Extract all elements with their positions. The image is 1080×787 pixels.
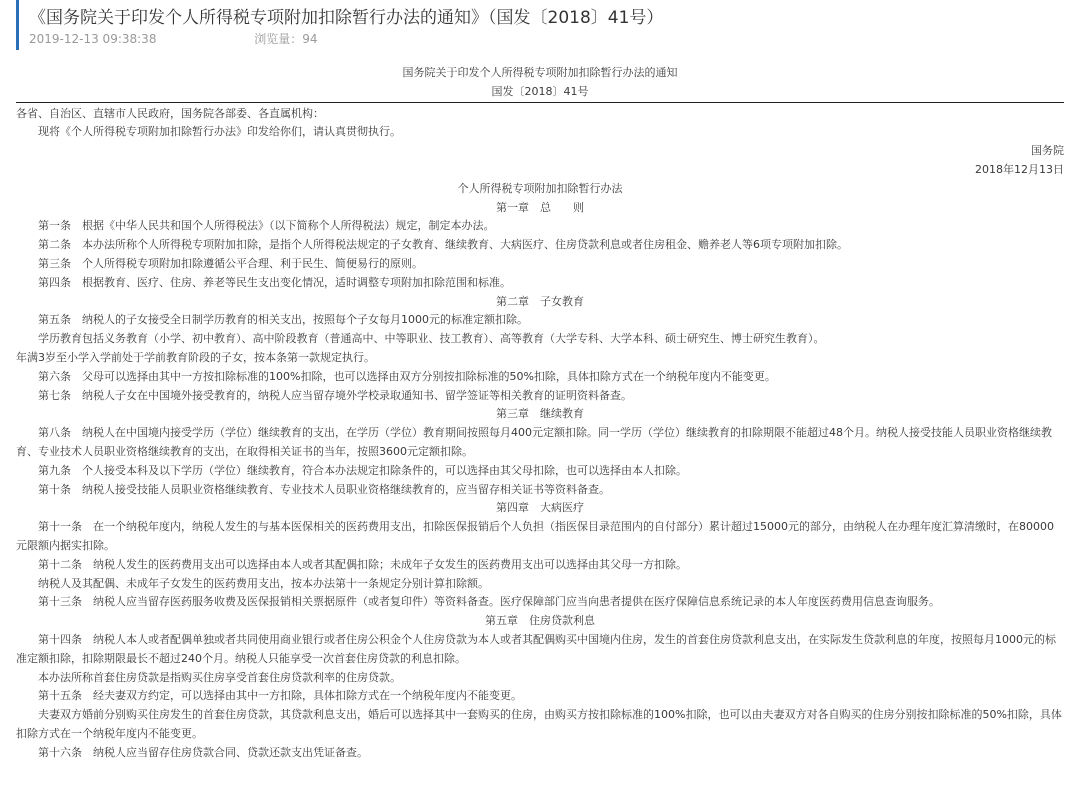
chapter-heading: 第二章 子女教育 (496, 294, 584, 308)
article-paragraph: 本办法所称首套住房贷款是指购买住房享受首套住房贷款利率的住房贷款。 (38, 670, 401, 684)
views-count: 94 (302, 32, 318, 46)
article-paragraph: 第六条 父母可以选择由其中一方按扣除标准的100%扣除，也可以选择由双方分别按扣除标准的50%扣除，具体扣除方式在一个纳税年度内不能变更。 (38, 369, 776, 383)
issuer: 国务院 (1031, 144, 1064, 158)
article-paragraph: 第三条 个人所得税专项附加扣除遵循公平合理、利于民生、简便易行的原则。 (38, 256, 423, 270)
article-paragraph: 第十六条 纳税人应当留存住房贷款合同、贷款还款支出凭证备查。 (38, 745, 368, 759)
article-meta (29, 30, 318, 47)
document-body (16, 64, 1064, 762)
publish-datetime: 2019-12-13 09:38:38 (29, 32, 157, 46)
article-paragraph: 夫妻双方婚前分别购买住房发生的首套住房贷款，其贷款利息支出，婚后可以选择其中一套购买的住房，由购买方按扣除标准的100%扣除，也可以由夫妻双方对各自购买的住房分别按扣除标准的50%扣除，具体扣除方式在一个纳税年度内不能变更。 (16, 708, 1062, 740)
article-paragraph: 第十条 纳税人接受技能人员职业资格继续教育、专业技术人员职业资格继续教育的，应当留存相关证书等资料备查。 (38, 482, 610, 496)
article-paragraph: 第一条 根据《中华人民共和国个人所得税法》（以下简称个人所得税法）规定，制定本办法。 (38, 219, 495, 233)
article-paragraph: 第十三条 纳税人应当留存医药服务收费及医保报销相关票据原件（或者复印件）等资料备查。医疗保障部门应当向患者提供在医疗保障信息系统记录的本人年度医药费用信息查询服务。 (38, 595, 940, 609)
article-paragraph: 第十五条 经夫妻双方约定，可以选择由其中一方扣除，具体扣除方式在一个纳税年度内不能变更。 (38, 689, 522, 703)
article-paragraph: 第二条 本办法所称个人所得税专项附加扣除，是指个人所得税法规定的子女教育、继续教育、大病医疗、住房贷款利息或者住房租金、赡养老人等6项专项附加扣除。 (38, 238, 848, 252)
page-title: 《国务院关于印发个人所得税专项附加扣除暂行办法的通知》（国发〔2018〕41号） (29, 8, 664, 28)
article-paragraph: 第八条 纳税人在中国境内接受学历（学位）继续教育的支出，在学历（学位）教育期间按照每月400元定额扣除。同一学历（学位）继续教育的扣除期限不能超过48个月。纳税人接受技能人员职业资格继续教育、专业技术人员职业资格继续教育的支出，在取得相关证书的当年，按照3600元定额扣除。 (16, 426, 1052, 458)
article-paragraph: 纳税人及其配偶、未成年子女发生的医药费用支出，按本办法第十一条规定分别计算扣除额。 (38, 576, 489, 590)
article-paragraph: 第十四条 纳税人本人或者配偶单独或者共同使用商业银行或者住房公积金个人住房贷款为本人或者其配偶购买中国境内住房，发生的首套住房贷款利息支出，在实际发生贷款利息的年度，按照每月1000元的标准定额扣除，扣除期限最长不超过240个月。纳税人只能享受一次首套住房贷款的利息扣除。 (16, 632, 1056, 665)
article-paragraph: 第五条 纳税人的子女接受全日制学历教育的相关支出，按照每个子女每月1000元的标准定额扣除。 (38, 313, 528, 327)
salutation: 各省、自治区、直辖市人民政府，国务院各部委、各直属机构： (16, 106, 324, 120)
doc-number: 国发〔2018〕41号 (16, 83, 1064, 103)
article-paragraph: 学历教育包括义务教育（小学、初中教育）、高中阶段教育（普通高中、中等职业、技工教育）、高等教育（大学专科、大学本科、硕士研究生、博士研究生教育）。 (38, 332, 825, 346)
chapter-heading: 第五章 住房贷款利息 (485, 614, 595, 628)
article-paragraph: 第七条 纳税人子女在中国境外接受教育的，纳税人应当留存境外学校录取通知书、留学签证等相关教育的证明资料备查。 (38, 388, 632, 402)
article-paragraph: 第十一条 在一个纳税年度内，纳税人发生的与基本医保相关的医药费用支出，扣除医保报销后个人负担（指医保目录范围内的自付部分）累计超过15000元的部分，由纳税人在办理年度汇算清缴时，在80000元限额内据实扣除。 (16, 520, 1054, 552)
chapter-heading: 第三章 继续教育 (496, 407, 584, 421)
issue-date: 2018年12月13日 (975, 162, 1064, 176)
article-header (16, 0, 1080, 50)
article-paragraph: 第十二条 纳税人发生的医药费用支出可以选择由本人或者其配偶扣除；未成年子女发生的医药费用支出可以选择由其父母一方扣除。 (38, 557, 687, 571)
chapter-heading: 第四章 大病医疗 (496, 501, 584, 515)
article-paragraph: 第九条 个人接受本科及以下学历（学位）继续教育，符合本办法规定扣除条件的，可以选择由其父母扣除，也可以选择由本人扣除。 (38, 463, 687, 477)
doc-title: 国务院关于印发个人所得税专项附加扣除暂行办法的通知 (402, 66, 678, 79)
intro-paragraph: 现将《个人所得税专项附加扣除暂行办法》印发给你们，请认真贯彻执行。 (38, 125, 401, 139)
views-label: 浏览量： (254, 32, 303, 46)
article-paragraph: 第四条 根据教育、医疗、住房、养老等民生支出变化情况，适时调整专项附加扣除范围和标准。 (38, 275, 511, 289)
chapter-heading: 第一章 总 则 (496, 200, 584, 214)
article-paragraph: 年满3岁至小学入学前处于学前教育阶段的子女，按本条第一款规定执行。 (16, 350, 375, 364)
measure-title: 个人所得税专项附加扣除暂行办法 (457, 181, 623, 195)
